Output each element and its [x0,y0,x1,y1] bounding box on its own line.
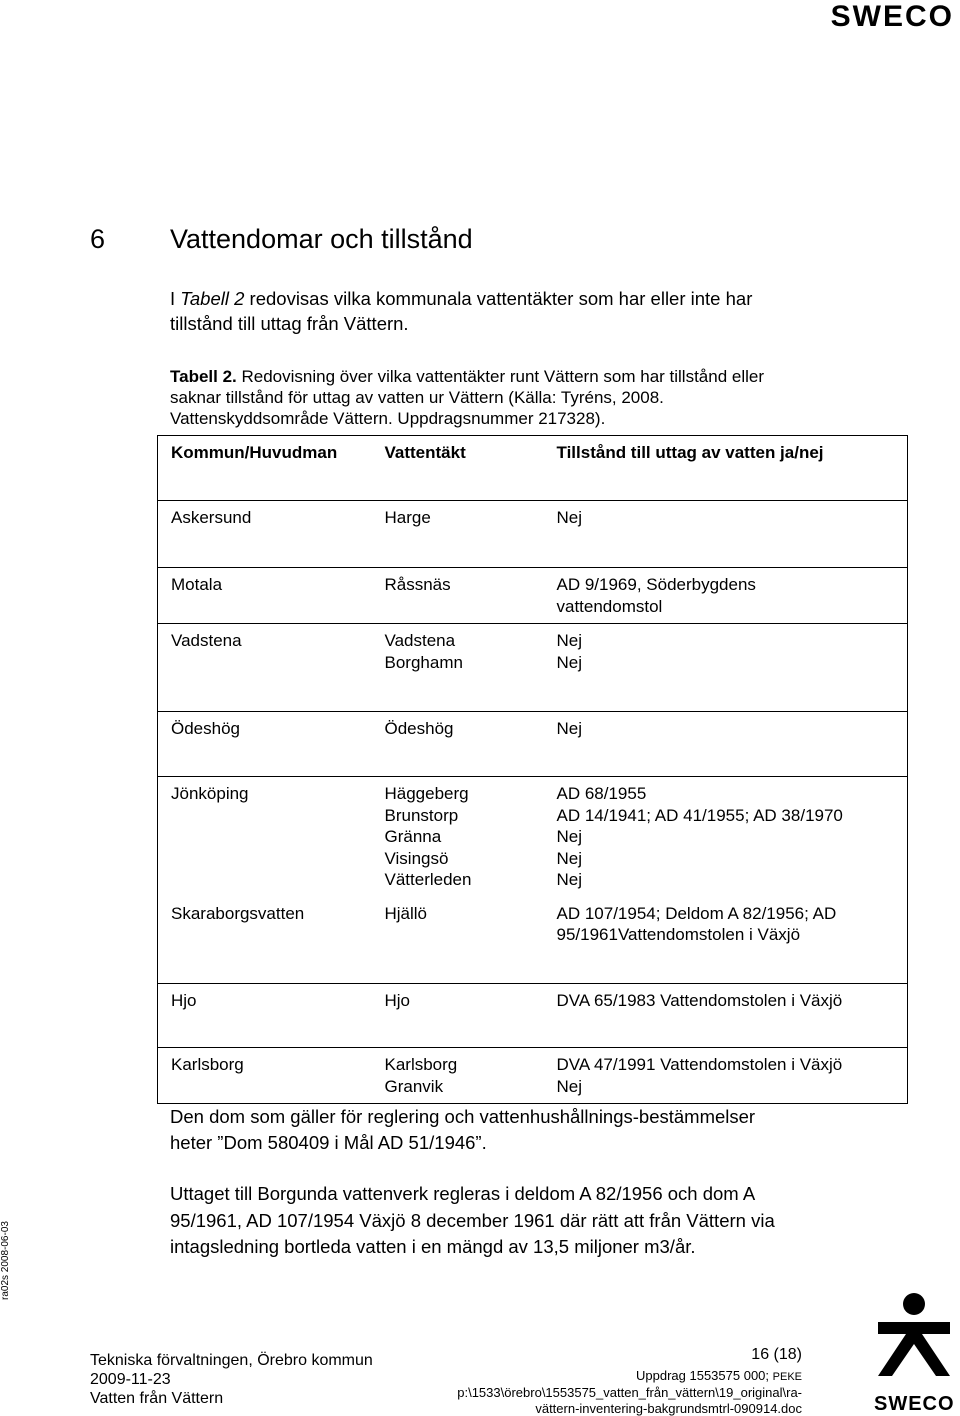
section-number: 6 [90,224,105,255]
cell-tillstand: Nej [544,501,908,568]
cell-kommun: Motala [158,568,372,624]
footer-assignment: Uppdrag 1553575 000; PEKE [457,1368,802,1386]
cell-kommun: Vadstena [158,624,372,712]
cell-tillstand: AD 107/1954; Deldom A 82/1956; AD 95/1961Vattendomstolen i Växjö [544,897,908,984]
sweco-logo-top: SWECO [831,0,954,34]
cell-kommun: Jönköping [158,777,372,897]
borgunda-paragraph: Uttaget till Borgunda vattenverk regleras i deldom A 82/1956 och dom A 95/1961, AD 107/1954 Växjö 8 december 1961 där rätt att från Vättern via intagsledning bortleda vatten i en mängd av 13,5 miljoner m3/år. [170,1181,830,1261]
caption-label: Tabell 2. [170,367,237,386]
header-tillstand: Tillstånd till uttag av vatten ja/nej [544,436,908,501]
footer-date: 2009-11-23 [90,1370,373,1389]
footer-path-1: p:\1533\örebro\1553575_vatten_från_vättern\19_original\ra- [457,1385,802,1401]
cell-vattentakt: Råssnäs [372,568,544,624]
cell-tillstand: DVA 65/1983 Vattendomstolen i Växjö [544,984,908,1048]
cell-vattentakt: Vadstena Borghamn [372,624,544,712]
header-kommun: Kommun/Huvudman [158,436,372,501]
cell-kommun: Askersund [158,501,372,568]
table-row [158,501,908,568]
cell-tillstand: Nej Nej [544,624,908,712]
table-note: Den dom som gäller för reglering och vattenhushållnings-bestämmelser heter ”Dom 580409 i Mål AD 51/1946”. [170,1104,770,1156]
table-row [158,897,908,984]
page-number: 16 (18) [457,1347,802,1363]
footer-doc-title: Vatten från Vättern [90,1389,373,1408]
table-caption: Tabell 2. Redovisning över vilka vattentäkter runt Vättern som har tillstånd eller saknar tillstånd för uttag av vatten ur Vättern (Källa: Tyréns, 2008. Vattenskyddsområde Vättern. Uppdragsnummer 217328). [170,366,810,429]
table-row [158,984,908,1048]
cell-vattentakt: Hjo [372,984,544,1048]
cell-tillstand: AD 68/1955 AD 14/1941; AD 41/1955; AD 38/1970 Nej Nej Nej [544,777,908,897]
cell-kommun: Hjo [158,984,372,1048]
table-row [158,568,908,624]
cell-tillstand: Nej [544,712,908,777]
cell-vattentakt: Harge [372,501,544,568]
header-vattentakt: Vattentäkt [372,436,544,501]
cell-tillstand: DVA 47/1991 Vattendomstolen i Växjö Nej [544,1048,908,1104]
intro-paragraph: I Tabell 2 redovisas vilka kommunala vattentäkter som har eller inte har tillstånd till uttag från Vättern. [170,286,810,336]
table-row [158,777,908,897]
table-row [158,624,908,712]
table-reference: Tabell 2 [180,288,244,309]
cell-kommun: Skaraborgsvatten [158,897,372,984]
sweco-logo-word: SWECO [874,1393,954,1416]
cell-vattentakt: Häggeberg Brunstorp Gränna Visingsö Vätterleden [372,777,544,897]
sweco-person-icon [874,1290,954,1394]
cell-kommun: Karlsborg [158,1048,372,1104]
footer-org: Tekniska förvaltningen, Örebro kommun [90,1351,373,1370]
side-template-text: ra02s 2008-06-03 [0,1221,11,1300]
cell-vattentakt: Karlsborg Granvik [372,1048,544,1104]
footer-right [457,1347,802,1416]
cell-vattentakt: Ödeshög [372,712,544,777]
table-row [158,712,908,777]
footer-left [90,1351,373,1408]
section-title: Vattendomar och tillstånd [170,224,473,255]
footer-path-2: vättern-inventering-bakgrundsmtrl-090914.doc [457,1401,802,1416]
table-row [158,1048,908,1104]
cell-tillstand: AD 9/1969, Söderbygdens vattendomstol [544,568,908,624]
water-permit-table [157,435,908,1104]
sweco-logo-bottom [874,1290,954,1416]
cell-vattentakt: Hjällö [372,897,544,984]
cell-kommun: Ödeshög [158,712,372,777]
table-header-row [158,436,908,501]
